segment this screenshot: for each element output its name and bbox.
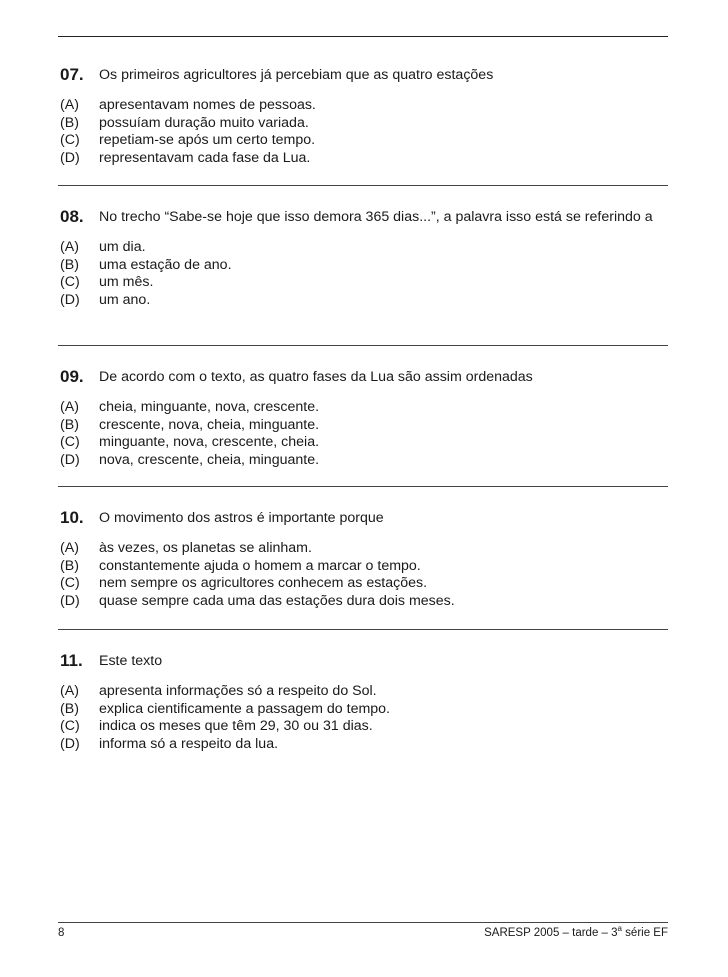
option-letter: (C) bbox=[60, 575, 80, 591]
option-a bbox=[60, 540, 660, 558]
option-d bbox=[60, 292, 660, 310]
option-text: nova, crescente, cheia, minguante. bbox=[99, 451, 320, 468]
option-c bbox=[60, 132, 660, 150]
option-letter: (C) bbox=[60, 132, 80, 148]
option-letter: (D) bbox=[60, 451, 80, 468]
option-text: possuíam duração muito variada. bbox=[99, 114, 309, 131]
question-07 bbox=[60, 65, 660, 167]
option-b bbox=[60, 701, 660, 719]
option-d bbox=[60, 736, 660, 754]
option-d bbox=[60, 452, 660, 470]
footer-source bbox=[484, 926, 668, 940]
footer-source-prefix: SARESP 2005 – tarde – 3 bbox=[484, 927, 618, 939]
option-d bbox=[60, 150, 660, 168]
option-text: apresenta informações só a respeito do Sol. bbox=[99, 683, 377, 699]
question-stem: O movimento dos astros é importante porque bbox=[99, 510, 384, 526]
option-text: repetiam-se após um certo tempo. bbox=[99, 132, 316, 148]
option-a bbox=[60, 683, 660, 701]
option-b bbox=[60, 115, 660, 133]
option-letter: (D) bbox=[60, 149, 80, 166]
option-text: quase sempre cada uma das estações dura dois meses. bbox=[99, 592, 455, 609]
option-letter: (A) bbox=[60, 239, 79, 255]
option-letter: (A) bbox=[60, 399, 79, 415]
option-letter: (C) bbox=[60, 434, 80, 450]
option-text: às vezes, os planetas se alinham. bbox=[99, 540, 312, 556]
option-c bbox=[60, 274, 660, 292]
option-letter: (C) bbox=[60, 718, 80, 734]
question-stem: Os primeiros agricultores já percebiam que as quatro estações bbox=[99, 67, 494, 83]
option-letter: (A) bbox=[60, 683, 79, 699]
question-stem: De acordo com o texto, as quatro fases da Lua são assim ordenadas bbox=[99, 369, 533, 385]
option-a bbox=[60, 239, 660, 257]
option-letter: (A) bbox=[60, 97, 79, 113]
option-text: um mês. bbox=[99, 274, 154, 290]
options-list bbox=[60, 399, 660, 469]
option-text: nem sempre os agricultores conhecem as estações. bbox=[99, 575, 428, 591]
option-letter: (D) bbox=[60, 735, 80, 752]
option-text: explica cientificamente a passagem do tempo. bbox=[99, 700, 391, 717]
section-divider bbox=[58, 345, 668, 346]
option-letter: (B) bbox=[60, 557, 79, 574]
question-number: 10. bbox=[60, 508, 84, 527]
question-stem: Este texto bbox=[99, 653, 163, 669]
option-c bbox=[60, 718, 660, 736]
section-divider bbox=[58, 629, 668, 630]
option-letter: (D) bbox=[60, 291, 80, 308]
options-list bbox=[60, 97, 660, 167]
footer-source-suffix: série EF bbox=[621, 927, 668, 939]
option-c bbox=[60, 434, 660, 452]
option-letter: (B) bbox=[60, 256, 79, 273]
options-list bbox=[60, 239, 660, 309]
section-divider bbox=[58, 486, 668, 487]
page-footer bbox=[58, 926, 668, 940]
question-number: 07. bbox=[60, 65, 84, 84]
section-divider bbox=[58, 185, 668, 186]
option-text: informa só a respeito da lua. bbox=[99, 735, 279, 752]
option-d bbox=[60, 593, 660, 611]
option-a bbox=[60, 97, 660, 115]
page-number: 8 bbox=[58, 927, 65, 939]
option-text: constantemente ajuda o homem a marcar o tempo. bbox=[99, 557, 421, 574]
option-text: apresentavam nomes de pessoas. bbox=[99, 97, 316, 113]
option-text: uma estação de ano. bbox=[99, 256, 232, 273]
question-09 bbox=[60, 367, 660, 469]
option-text: um dia. bbox=[99, 239, 146, 255]
option-letter: (B) bbox=[60, 416, 79, 433]
option-text: minguante, nova, crescente, cheia. bbox=[99, 434, 320, 450]
footer-rule bbox=[58, 922, 668, 923]
question-08 bbox=[60, 207, 660, 309]
option-letter: (D) bbox=[60, 592, 80, 609]
footer-source-ordinal: a bbox=[617, 924, 622, 934]
option-b bbox=[60, 257, 660, 275]
question-10 bbox=[60, 508, 660, 610]
options-list bbox=[60, 683, 660, 753]
header-rule bbox=[58, 36, 668, 37]
option-b bbox=[60, 417, 660, 435]
option-text: crescente, nova, cheia, minguante. bbox=[99, 416, 320, 433]
question-number: 11. bbox=[60, 651, 83, 670]
option-text: cheia, minguante, nova, crescente. bbox=[99, 399, 320, 415]
option-text: representavam cada fase da Lua. bbox=[99, 149, 311, 166]
question-stem: No trecho “Sabe-se hoje que isso demora 365 dias...”, a palavra isso está se referindo a bbox=[99, 209, 653, 225]
question-number: 09. bbox=[60, 367, 84, 386]
question-11 bbox=[60, 651, 660, 753]
question-number: 08. bbox=[60, 207, 84, 226]
option-letter: (B) bbox=[60, 114, 79, 131]
option-letter: (C) bbox=[60, 274, 80, 290]
option-text: um ano. bbox=[99, 291, 151, 308]
option-text: indica os meses que têm 29, 30 ou 31 dias. bbox=[99, 718, 373, 734]
option-letter: (A) bbox=[60, 540, 79, 556]
options-list bbox=[60, 540, 660, 610]
option-c bbox=[60, 575, 660, 593]
option-letter: (B) bbox=[60, 700, 79, 717]
option-a bbox=[60, 399, 660, 417]
option-b bbox=[60, 558, 660, 576]
